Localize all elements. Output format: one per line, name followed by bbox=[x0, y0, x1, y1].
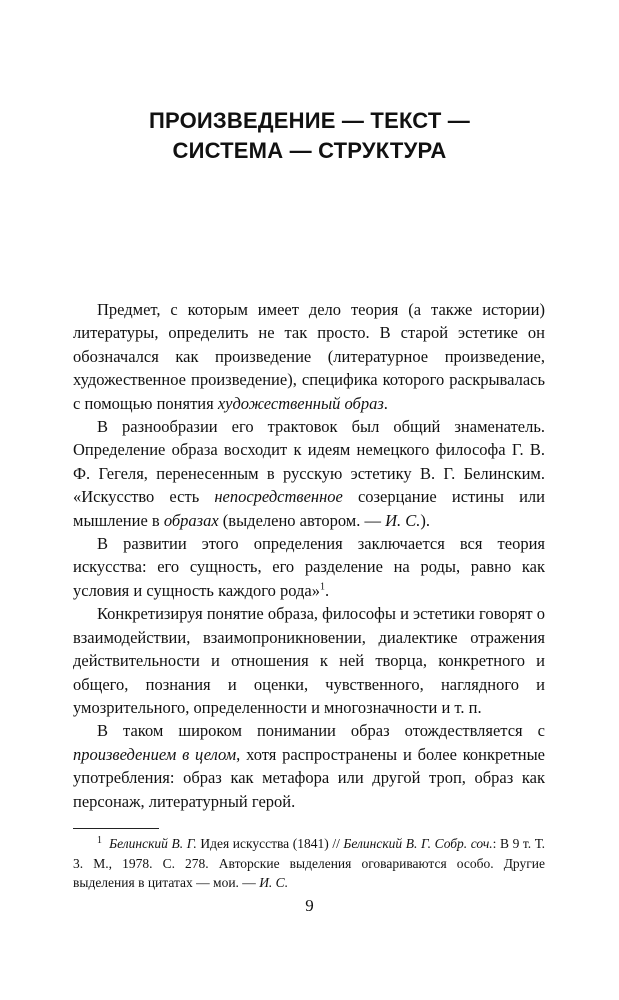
paragraph-2-emphasis-3: И. С. bbox=[385, 510, 421, 530]
footnote-author: Белинский В. Г. bbox=[109, 836, 197, 851]
footnote bbox=[73, 834, 545, 893]
footnote-text-c: : В 9 т. Т. 3. М., 1978. С. 278. Авторские выделения оговариваются особо. Другие выделения в цитатах — мои. — bbox=[73, 836, 546, 890]
paragraph-2-emphasis-1: непосредственное bbox=[214, 487, 343, 507]
paragraph-1-end: . bbox=[383, 393, 388, 413]
paragraph-4 bbox=[73, 602, 545, 719]
page-number: 9 bbox=[305, 896, 314, 915]
paragraph-1-text: Предмет, с которым имеет дело теория (а также истории) литературы, определить не так просто. В старой эстетике он обозначался как произведение (литературное произведение, художественное произведение), специфика которого раскрывалась с помощью понятия bbox=[73, 300, 545, 413]
paragraph-3 bbox=[73, 532, 545, 602]
paragraph-2-text-d: ). bbox=[420, 510, 431, 530]
paragraph-1-emphasis: художественный образ bbox=[217, 393, 384, 413]
paragraph-3-text: В развитии этого определения заключается вся теория искусства: его сущность, его разделение на роды, равно как условия и сущность каждого рода» bbox=[73, 534, 545, 600]
paragraph-5-emphasis: произведением в целом bbox=[73, 744, 237, 764]
footnote-text-a: Идея искусства (1841) // bbox=[196, 836, 344, 851]
paragraph-5-text-a: В таком широком понимании образ отождествляется с bbox=[97, 721, 545, 741]
footnote-text: $^1$ Белинский В. Г. Идея искусства (1841) // Белинский В. Г. Собр. соч.: В 9 т. Т. 3. М., 1978. С. 278. Авторские выделения оговариваются особо. Другие выделения в цитатах — мои. — И. С. bbox=[73, 834, 546, 890]
footnote-source: Белинский В. Г. Собр. соч. bbox=[343, 836, 493, 851]
paragraph-3-end: . bbox=[324, 580, 330, 600]
paragraph-2 bbox=[73, 415, 545, 532]
chapter-title-line-1: ПРОИЗВЕДЕНИЕ — ТЕКСТ — bbox=[149, 108, 470, 133]
body-text bbox=[73, 298, 545, 813]
paragraph-1 bbox=[73, 298, 545, 415]
chapter-title-line-2: СИСТЕМА — СТРУКТУРА bbox=[172, 138, 447, 163]
paragraph-2-text-c: (выделено автором. — bbox=[218, 510, 386, 530]
footnote-initials: И. С. bbox=[259, 875, 289, 890]
chapter-title bbox=[0, 106, 619, 166]
paragraph-2-text-a: В разнообразии его трактовок был общий знаменатель. Определение образа восходит к идеям немецкого философа Г. В. Ф. Гегеля, перенесенным в русскую эстетику В. Г. Белинским. «Искусство есть bbox=[73, 417, 545, 507]
paragraph-2-emphasis-2: образах bbox=[163, 510, 219, 530]
paragraph-4-text: Конкретизируя понятие образа, философы и эстетики говорят о взаимодействии, взаимопроникновении, диалектике отражения действительности и отношения к ней творца, конкретного и общего, познания и оценки, чувственного, наглядного и умозрительного, определенности и многозначности и т. п. bbox=[73, 604, 545, 717]
paragraph-2-text-b: созерцание истины или мышление в bbox=[73, 487, 545, 530]
paragraph-5 bbox=[73, 719, 545, 813]
paragraph-5-text-b: , хотя распространены и более конкретные употребления: образ как метафора или другой троп, образ как персонаж, литературный герой. bbox=[73, 744, 545, 811]
footnote-ref[interactable]: 1 bbox=[319, 581, 325, 593]
footnote-divider bbox=[73, 828, 159, 829]
